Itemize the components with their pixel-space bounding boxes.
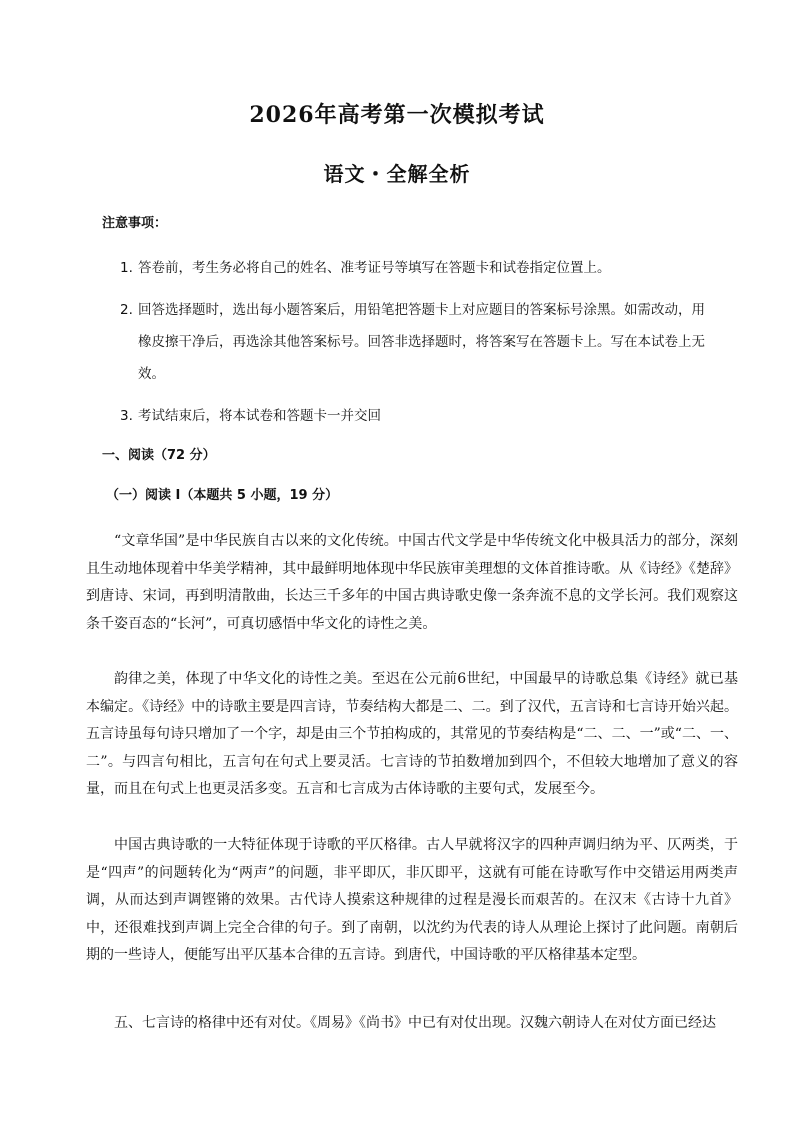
notice-item-3 [120, 400, 730, 432]
passage-paragraph: 韵律之美，体现了中华文化的诗性之美。至迟在公元前6世纪，中国最早的诗歌总集《诗经》就已基本编定。《诗经》中的诗歌主要是四言诗，节奏结构大都是二、二。到了汉代，五言诗和七言诗开始兴起。五言诗虽每句诗只增加了一个字，却是由三个节拍构成的，其常见的节奏结构是“二、二、一”或“二、一、二”。与四言句相比，五言句在句式上要灵活。七言诗的节拍数增加到四个，不但较大地增加了意义的容量，而且在句式上也更灵活多变。五言和七言成为古体诗歌的主要句式，发展至今。 [86, 671, 738, 797]
notice-item-number: 2. [120, 302, 133, 318]
exam-title: 2026年高考第一次模拟考试 [249, 102, 545, 128]
section-heading-reading-i: （一）阅读 I（本题共 5 小题，19 分） [106, 488, 339, 503]
passage-paragraph: 中国古典诗歌的一大特征体现于诗歌的平仄格律。古人早就将汉字的四种声调归纳为平、仄两类，于是“四声”的问题转化为“两声”的问题，非平即仄，非仄即平，这就有可能在诗歌写作中交错运用两类声调，从而达到声调铿锵的效果。古代诗人摸索这种规律的过程是漫长而艰苦的。在汉末《古诗十九首》中，还很难找到声调上完全合律的句子。到了南朝，以沈约为代表的诗人从理论上探讨了此问题。南朝后期的一些诗人，便能写出平仄基本合律的五言诗。到唐代，中国诗歌的平仄格律基本定型。 [86, 837, 738, 963]
notice-item-text: 答卷前，考生务必将自己的姓名、准考证号等填写在答题卡和试卷指定位置上。 [138, 260, 611, 276]
notice-item-number: 1. [120, 260, 133, 276]
passage-paragraph: “文章华国”是中华民族自古以来的文化传统。中国古代文学是中华传统文化中极具活力的部分，深刻且生动地体现着中华美学精神，其中最鲜明地体现中华民族审美理想的文体首推诗歌。从《诗经》《楚辞》到唐诗、宋词，再到明清散曲，长达三千多年的中国古典诗歌史像一条奔流不息的文学长河。我们观察这条千姿百态的“长河”，可真切感悟中华文化的诗性之美。 [86, 533, 738, 632]
notice-item-2 [120, 294, 730, 390]
exam-subtitle: 语文・全解全析 [323, 162, 471, 186]
notice-item-1 [120, 252, 730, 284]
section-heading-reading: 一、阅读（72 分） [102, 448, 216, 463]
notice-item-text: 回答选择题时，选出每小题答案后，用铅笔把答题卡上对应题目的答案标号涂黑。如需改动，用 [138, 302, 705, 318]
notice-item-text: 考试结束后，将本试卷和答题卡一并交回 [138, 408, 381, 424]
notice-heading: 注意事项： [102, 216, 168, 231]
notice-item-text-cont: 效。 [138, 366, 165, 382]
notice-item-text-cont: 橡皮擦干净后，再选涂其他答案标号。回答非选择题时，将答案写在答题卡上。写在本试卷上无 [138, 334, 705, 350]
passage-paragraph: 五、七言诗的格律中还有对仗。《周易》《尚书》中已有对仗出现。汉魏六朝诗人在对仗方面已经达 [114, 1015, 716, 1031]
notice-item-number: 3. [120, 408, 133, 424]
